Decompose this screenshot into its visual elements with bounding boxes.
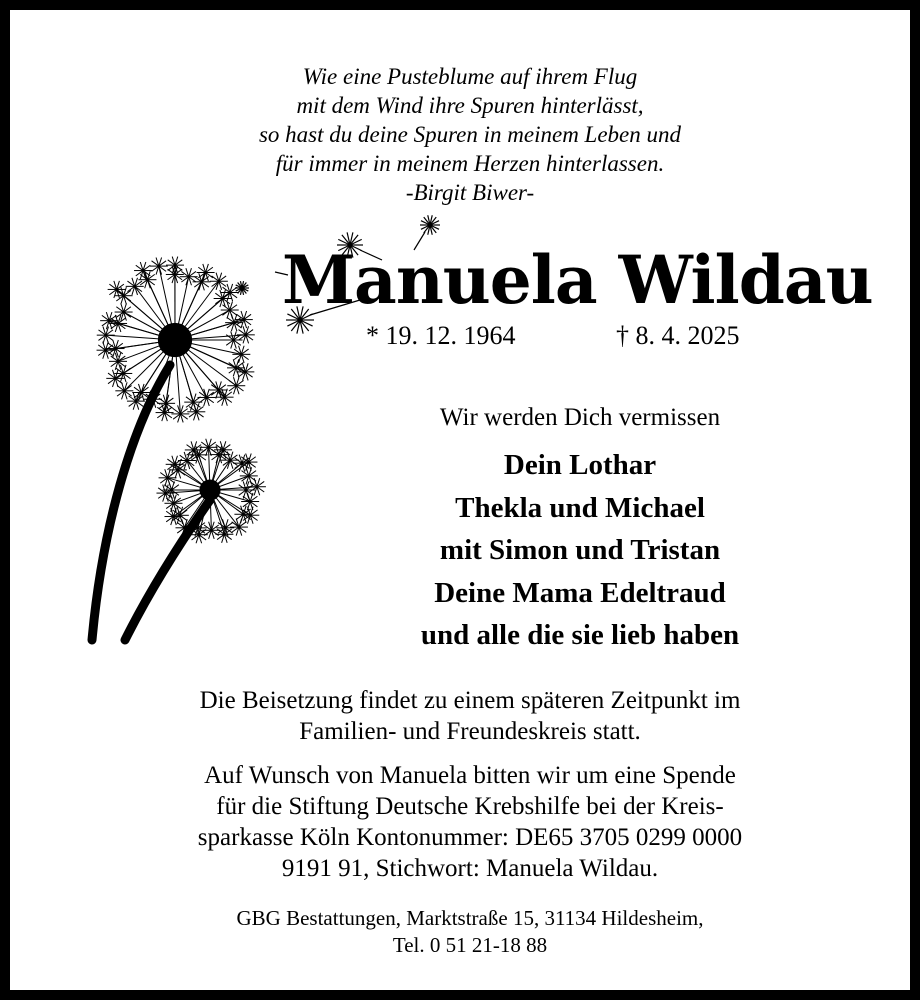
- poem-line: mit dem Wind ihre Spuren hinterlässt,: [296, 93, 644, 118]
- mourner-line: mit Simon und Tristan: [439, 534, 721, 566]
- birth-date: * 19. 12. 1964: [366, 321, 516, 350]
- notice-line: Familien- und Freundeskreis statt.: [299, 718, 641, 745]
- mourner-line: Dein Lothar: [503, 449, 657, 481]
- poem: [120, 62, 820, 207]
- poem-line: für immer in meinem Herzen hinterlassen.: [275, 151, 665, 176]
- footer-line: GBG Bestattungen, Marktstraße 15, 31134 Hildesheim,: [236, 906, 704, 930]
- poem-author: -Birgit Biwer-: [405, 180, 535, 205]
- notice-line: Auf Wunsch von Manuela bitten wir um eine Spende: [204, 762, 736, 789]
- mourners-list: [330, 444, 830, 657]
- notice-line: für die Stiftung Deutsche Krebshilfe bei der Kreis-: [216, 793, 724, 820]
- deceased-name: Manuela Wildau: [282, 241, 873, 319]
- mourner-line: Thekla und Michael: [455, 491, 705, 524]
- footer-line: Tel. 0 51 21-18 88: [392, 933, 548, 957]
- burial-notice: [70, 685, 870, 747]
- notice-line: Die Beisetzung findet zu einem späteren Zeitpunkt im: [199, 687, 741, 714]
- farewell-line: Wir werden Dich vermissen: [439, 404, 721, 431]
- poem-line: Wie eine Pusteblume auf ihrem Flug: [302, 64, 638, 89]
- mourner-line: und alle die sie lieb haben: [420, 619, 740, 651]
- notice-line: 9191 91, Stichwort: Manuela Wildau.: [281, 855, 659, 882]
- undertaker-info: [70, 905, 870, 959]
- death-date: † 8. 4. 2025: [616, 321, 740, 350]
- donation-notice: [70, 760, 870, 884]
- poem-line: so hast du deine Spuren in meinem Leben und: [258, 122, 682, 147]
- mourner-line: Deine Mama Edeltraud: [434, 576, 726, 609]
- notice-line: sparkasse Köln Kontonummer: DE65 3705 0299 0000: [197, 824, 743, 851]
